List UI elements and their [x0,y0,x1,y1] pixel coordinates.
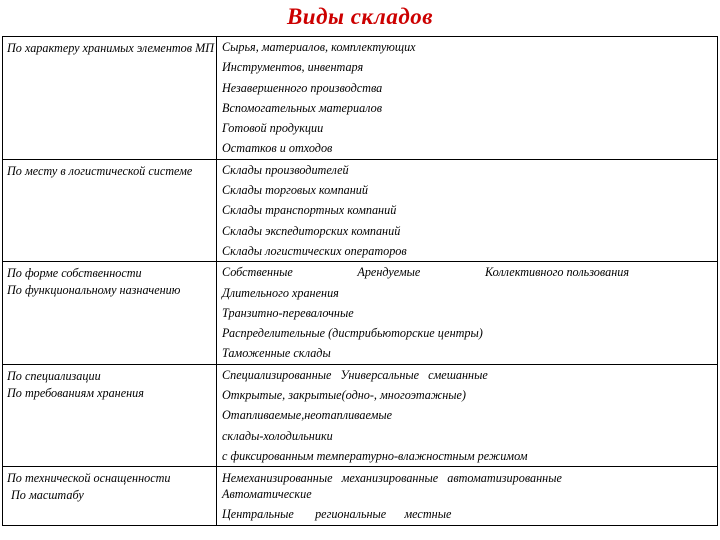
criterion-label: По технической оснащенности [7,471,171,486]
value-item: Автоматические [222,487,312,502]
value-item: автоматизированные [447,471,562,486]
table-row [3,262,718,364]
value-item: Отапливаемые,неотапливаемые [222,408,393,423]
value-item-group [222,502,717,524]
value-item: Сырья, материалов, комплектующих [222,40,416,54]
table-row [3,159,718,261]
values-cell [217,159,718,261]
value-item: Остатков и отходов [222,141,333,156]
value-item: механизированные [341,471,439,486]
criterion-cell [3,262,217,364]
value-item: Таможенные склады [222,346,331,361]
values-cell [217,467,718,525]
value-item: Центральные [222,507,294,522]
values-cell [217,262,718,364]
warehouse-types-table [2,36,718,526]
value-item: Склады логистических операторов [222,243,407,258]
table-row [3,37,718,160]
value-item: Склады торговых компаний [222,183,368,198]
page-title: Виды складов [286,4,434,29]
criterion-cell [3,364,217,466]
value-item: Незавершенного производства [222,80,383,95]
criterion-label: По масштабу [11,488,84,503]
value-item: Готовой продукции [222,121,324,136]
criterion-label: По функциональному назначению [7,283,181,298]
table-row [3,364,718,466]
value-item: Немеханизированные [222,471,333,486]
value-item: Инструментов, инвентаря [222,60,364,75]
value-item-group [222,262,717,282]
value-item: Вспомогательных материалов [222,100,383,115]
value-item: региональные [315,507,387,522]
value-item: Собственные [222,265,293,280]
value-item: Склады экспедиторских компаний [222,223,401,238]
criterion-cell [3,37,217,160]
value-item: Универсальные [340,367,420,382]
table-row [3,467,718,525]
value-item: склады-холодильники [222,428,333,443]
value-item: Склады транспортных компаний [222,203,397,218]
criterion-label: По характеру хранимых элементов МП [7,41,215,55]
value-item: Транзитно-перевалочные [222,305,354,320]
values-cell [217,364,718,466]
criterion-cell [3,159,217,261]
value-item: местные [404,507,452,522]
criterion-label: По специализации [7,368,101,383]
values-cell [217,37,718,160]
criterion-cell [3,467,217,525]
value-item: Арендуемые [357,265,421,280]
value-item-group [222,365,717,385]
value-item: смешанные [428,367,488,382]
value-item: Распределительные (дистрибьюторские центры) [222,326,483,341]
criterion-label: По требованиям хранения [7,385,144,400]
value-item-group [222,467,717,486]
value-item: Коллективного пользования [484,265,629,280]
value-item: Открытые, закрытые(одно-, многоэтажные) [222,388,466,403]
value-item: Склады производителей [222,162,349,177]
value-item: с фиксированным температурно-влажностным режимом [222,448,528,463]
value-item: Специализированные [222,367,332,382]
criterion-label: По форме собственности [7,266,142,281]
criterion-label: По месту в логистической системе [7,163,193,178]
value-item: Длительного хранения [222,285,339,300]
